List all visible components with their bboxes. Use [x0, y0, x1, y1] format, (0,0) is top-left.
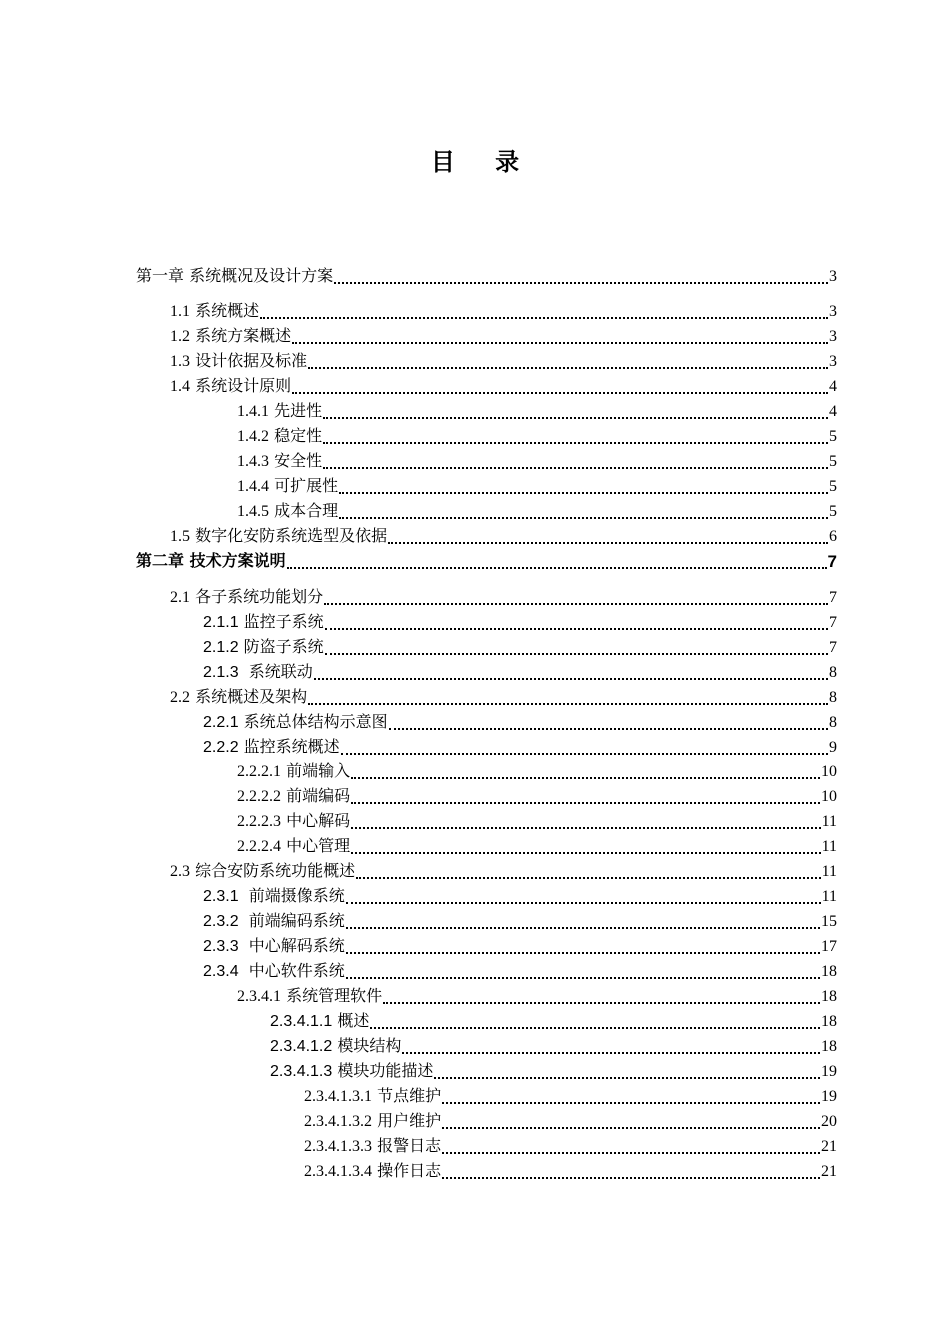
- toc-entry-page-number: 7: [829, 589, 837, 606]
- toc-entry[interactable]: [270, 1060, 837, 1084]
- toc-entry-title: 节点维护: [372, 1086, 442, 1105]
- toc-entry-title: 前端编码系统: [238, 911, 345, 930]
- toc-entry[interactable]: [237, 810, 837, 834]
- toc-entry-label: [237, 809, 350, 834]
- toc-entry-title: 成本合理: [269, 501, 339, 520]
- toc-entry[interactable]: [237, 985, 837, 1009]
- toc-entry-number: 2.3.4.1.3.2: [304, 1113, 372, 1130]
- toc-entry-title: 系统概述及架构: [190, 687, 308, 706]
- toc-entry-label: [170, 524, 387, 549]
- toc-entry-number: 1.1: [170, 303, 190, 320]
- toc-entry[interactable]: [203, 711, 837, 735]
- dot-leader: [388, 542, 828, 544]
- dot-leader: [308, 367, 828, 369]
- toc-entry-page-number: 8: [829, 664, 837, 681]
- dot-leader: [339, 492, 828, 494]
- toc-entry-title: 设计依据及标准: [190, 351, 308, 370]
- toc-entry-number: 2.2.2.2: [237, 788, 281, 805]
- toc-entry[interactable]: [270, 1035, 837, 1059]
- toc-entry-page-number: 6: [829, 528, 837, 545]
- dot-leader: [346, 952, 820, 954]
- toc-entry-page-number: 5: [829, 503, 837, 520]
- toc-entry-title: 操作日志: [372, 1161, 442, 1180]
- dot-leader: [351, 827, 821, 829]
- toc-entry-label: [237, 834, 350, 859]
- toc-entry-number: 2.1.3: [203, 664, 239, 681]
- toc-entry-page-number: 15: [821, 913, 837, 930]
- toc-entry[interactable]: [203, 910, 837, 934]
- toc-entry-page-number: 10: [821, 788, 837, 805]
- dot-leader: [389, 728, 828, 730]
- toc-entry-label: [237, 449, 322, 474]
- toc-entry[interactable]: [237, 785, 837, 809]
- toc-entry-number: 2.2.2: [203, 739, 239, 756]
- toc-entry-page-number: 11: [821, 888, 837, 905]
- toc-entry-page-number: 21: [821, 1163, 837, 1180]
- toc-entry-label: [203, 710, 388, 735]
- toc-entry-title: 稳定性: [269, 426, 323, 445]
- toc-entry-label: [203, 934, 345, 959]
- dot-leader: [383, 1002, 820, 1004]
- toc-entry-title: 概述: [332, 1011, 370, 1030]
- toc-entry[interactable]: [203, 661, 837, 685]
- toc-entry-label: [237, 424, 322, 449]
- dot-leader: [442, 1102, 820, 1104]
- toc-entry-page-number: 5: [829, 453, 837, 470]
- toc-entry-page-number: 18: [821, 1038, 837, 1055]
- dot-leader: [402, 1052, 820, 1054]
- toc-entry-label: [203, 909, 345, 934]
- dot-leader: [442, 1152, 820, 1154]
- toc-entry-number: 2.3: [170, 863, 190, 880]
- toc-entry-page-number: 4: [829, 403, 837, 420]
- dot-leader: [356, 877, 821, 879]
- toc-entry[interactable]: [170, 300, 837, 324]
- toc-entry-number: 2.3.4.1.3.4: [304, 1163, 372, 1180]
- dot-leader: [260, 317, 828, 319]
- dot-leader: [351, 777, 820, 779]
- toc-entry-title: 中心解码: [281, 811, 351, 830]
- toc-entry-title: 监控系统概述: [238, 737, 340, 756]
- toc-entry-label: [237, 759, 350, 784]
- toc-entry-page-number: 18: [821, 988, 837, 1005]
- toc-entry-number: 2.3.2: [203, 913, 239, 930]
- toc-entry-label: [136, 264, 333, 289]
- toc-entry-number: 2.2.2.4: [237, 838, 281, 855]
- toc-entry-page-number: 10: [821, 763, 837, 780]
- toc-entry[interactable]: [237, 835, 837, 859]
- toc-entry-page-number: 8: [829, 689, 837, 706]
- toc-entry-title: 系统管理软件: [281, 986, 383, 1005]
- toc-entry[interactable]: [170, 375, 837, 399]
- toc-entry-label: [170, 349, 307, 374]
- dot-leader: [292, 392, 828, 394]
- toc-entry-title: 报警日志: [372, 1136, 442, 1155]
- toc-entry-page-number: 19: [821, 1063, 837, 1080]
- toc-entry-number: 1.3: [170, 353, 190, 370]
- toc-entry-title: 前端摄像系统: [238, 886, 345, 905]
- toc-entry-page-number: 4: [829, 378, 837, 395]
- toc-entry[interactable]: [136, 550, 837, 574]
- toc-entry[interactable]: [237, 500, 837, 524]
- toc-entry-label: [203, 735, 340, 760]
- toc-entry-title: 监控子系统: [238, 612, 324, 631]
- toc-entry[interactable]: [237, 760, 837, 784]
- toc-entry-title: 模块功能描述: [332, 1061, 434, 1080]
- toc-entry[interactable]: [170, 586, 837, 610]
- toc-entry-label: [270, 1059, 433, 1084]
- toc-entry[interactable]: [203, 935, 837, 959]
- toc-entry[interactable]: [237, 400, 837, 424]
- toc-entry-page-number: 7: [829, 614, 837, 631]
- toc-entry-page-number: 20: [821, 1113, 837, 1130]
- toc-entry-title: 系统方案概述: [190, 326, 292, 345]
- dot-leader: [323, 417, 828, 419]
- toc-entry-label: [136, 549, 286, 574]
- toc-entry-title: 中心管理: [281, 836, 351, 855]
- dot-leader: [346, 977, 820, 979]
- dot-leader: [323, 467, 828, 469]
- toc-entry-page-number: 21: [821, 1138, 837, 1155]
- dot-leader: [314, 678, 828, 680]
- toc-entry-page-number: 18: [821, 963, 837, 980]
- toc-entry-label: [270, 1034, 401, 1059]
- toc-entry[interactable]: [203, 960, 837, 984]
- toc-entry-title: 防盗子系统: [238, 637, 324, 656]
- toc-entry-title: 中心解码系统: [238, 936, 345, 955]
- toc-entry-title: 前端输入: [281, 761, 351, 780]
- toc-entry-page-number: 11: [821, 813, 837, 830]
- toc-entry-label: [170, 374, 291, 399]
- toc-entry-title: 系统概述: [190, 301, 260, 320]
- toc-entry-number: 1.5: [170, 528, 190, 545]
- dot-leader: [334, 282, 828, 284]
- toc-entry[interactable]: [203, 611, 837, 635]
- toc-entry-title: 中心软件系统: [238, 961, 345, 980]
- dot-leader: [341, 753, 828, 755]
- toc-entry-label: [237, 984, 382, 1009]
- toc-entry-number: 2.3.4.1.2: [270, 1038, 333, 1055]
- toc-entry-number: 2.3.4.1.1: [270, 1013, 333, 1030]
- toc-entry-number: 1.4.4: [237, 478, 269, 495]
- toc-entry[interactable]: [304, 1110, 837, 1134]
- toc-entry-number: 2.3.4: [203, 963, 239, 980]
- toc-entry-title: 综合安防系统功能概述: [190, 861, 356, 880]
- dot-leader: [308, 703, 828, 705]
- toc-entry-label: [237, 474, 338, 499]
- toc-entry-title: 系统总体结构示意图: [238, 712, 388, 731]
- dot-leader: [339, 517, 828, 519]
- toc-entry-number: 2.1.2: [203, 639, 239, 656]
- toc-entry-number: 2.3.4.1: [237, 988, 281, 1005]
- toc-entry[interactable]: [136, 265, 837, 289]
- toc-entry-number: 2.2.2.1: [237, 763, 281, 780]
- toc-entry-title: 模块结构: [332, 1036, 402, 1055]
- toc-entry[interactable]: [170, 525, 837, 549]
- toc-entry-number: 2.1.1: [203, 614, 239, 631]
- toc-entry[interactable]: [237, 425, 837, 449]
- page-title: 目 录: [430, 148, 536, 176]
- toc-entry[interactable]: [203, 636, 837, 660]
- toc-entry-title: 系统概况及设计方案: [184, 266, 334, 285]
- dot-leader: [351, 852, 821, 854]
- toc-entry-label: [237, 499, 338, 524]
- toc-entry-number: 1.4.1: [237, 403, 269, 420]
- toc-entry-label: [203, 610, 324, 635]
- toc-entry-title: 数字化安防系统选型及依据: [190, 526, 388, 545]
- toc-entry-label: [237, 399, 322, 424]
- toc-entry-label: [170, 324, 291, 349]
- toc-entry-title: 系统设计原则: [190, 376, 292, 395]
- toc-entry-label: [304, 1084, 441, 1109]
- toc-entry-number: 1.4.2: [237, 428, 269, 445]
- toc-entry-title: 前端编码: [281, 786, 351, 805]
- dot-leader: [325, 628, 828, 630]
- toc-entry-label: [170, 585, 323, 610]
- toc-entry-page-number: 7: [827, 552, 837, 571]
- toc-entry-page-number: 3: [829, 328, 837, 345]
- toc-entry-number: 2.2: [170, 689, 190, 706]
- toc-entry-title: 先进性: [269, 401, 323, 420]
- dot-leader: [325, 653, 828, 655]
- toc-entry-title: 系统联动: [238, 662, 313, 681]
- toc-entry[interactable]: [170, 686, 837, 710]
- toc-entry-label: [203, 884, 345, 909]
- toc-entry[interactable]: [203, 736, 837, 760]
- dot-leader: [287, 567, 827, 569]
- toc-entry-page-number: 5: [829, 478, 837, 495]
- dot-leader: [434, 1077, 820, 1079]
- toc-entry-page-number: 3: [829, 353, 837, 370]
- toc-entry-title: 可扩展性: [269, 476, 339, 495]
- dot-leader: [346, 927, 820, 929]
- toc-entry-label: [203, 959, 345, 984]
- toc-entry[interactable]: [170, 350, 837, 374]
- toc-entry[interactable]: [237, 475, 837, 499]
- toc-entry[interactable]: [304, 1160, 837, 1184]
- toc-entry-label: [203, 635, 324, 660]
- dot-leader: [370, 1027, 820, 1029]
- toc-entry-number: 2.3.4.1.3.1: [304, 1088, 372, 1105]
- toc-entry-title: 安全性: [269, 451, 323, 470]
- toc-entry-label: [237, 784, 350, 809]
- toc-entry-label: [304, 1109, 441, 1134]
- dot-leader: [323, 442, 828, 444]
- toc-entry-title: 用户维护: [372, 1111, 442, 1130]
- toc-entry-page-number: 11: [821, 838, 837, 855]
- toc-entry-label: [304, 1159, 441, 1184]
- dot-leader: [442, 1177, 820, 1179]
- toc-entry-page-number: 3: [829, 268, 837, 285]
- toc-entry-page-number: 5: [829, 428, 837, 445]
- toc-entry-page-number: 17: [821, 938, 837, 955]
- toc-entry-number: 1.2: [170, 328, 190, 345]
- toc-entry-label: [270, 1009, 369, 1034]
- toc-entry-number: 2.2.2.3: [237, 813, 281, 830]
- toc-entry-number: 第一章: [136, 268, 185, 285]
- toc-entry[interactable]: [237, 450, 837, 474]
- toc-entry-number: 2.3.4.1.3.3: [304, 1138, 372, 1155]
- toc-entry-label: [170, 299, 259, 324]
- dot-leader: [346, 902, 821, 904]
- dot-leader: [324, 603, 828, 605]
- toc-entry-number: 1.4.3: [237, 453, 269, 470]
- toc-entry-number: 2.1: [170, 589, 190, 606]
- toc-entry-number: 2.3.3: [203, 938, 239, 955]
- toc-entry-label: [170, 685, 307, 710]
- toc-entry-number: 2.2.1: [203, 714, 239, 731]
- toc-entry-page-number: 18: [821, 1013, 837, 1030]
- toc-entry[interactable]: [203, 885, 837, 909]
- dot-leader: [292, 342, 828, 344]
- toc-entry-page-number: 11: [821, 863, 837, 880]
- dot-leader: [442, 1127, 820, 1129]
- toc-entry[interactable]: [270, 1010, 837, 1034]
- toc-entry[interactable]: [170, 860, 837, 884]
- toc-entry[interactable]: [304, 1085, 837, 1109]
- toc-entry-page-number: 8: [829, 714, 837, 731]
- toc-entry-number: 2.3.4.1.3: [270, 1063, 333, 1080]
- toc-entry-label: [170, 859, 355, 884]
- toc-entry-page-number: 9: [829, 739, 837, 756]
- toc-entry-number: 第二章: [136, 553, 185, 570]
- toc-entry[interactable]: [304, 1135, 837, 1159]
- toc-entry-title: 技术方案说明: [184, 551, 286, 570]
- toc-entry-page-number: 19: [821, 1088, 837, 1105]
- toc-entry-number: 1.4: [170, 378, 190, 395]
- toc-entry-page-number: 7: [829, 639, 837, 656]
- dot-leader: [351, 802, 820, 804]
- toc-entry-number: 1.4.5: [237, 503, 269, 520]
- toc-entry-page-number: 3: [829, 303, 837, 320]
- toc-entry[interactable]: [170, 325, 837, 349]
- toc-entry-label: [304, 1134, 441, 1159]
- toc-entry-label: [203, 660, 313, 685]
- toc-entry-title: 各子系统功能划分: [190, 587, 324, 606]
- toc-entry-number: 2.3.1: [203, 888, 239, 905]
